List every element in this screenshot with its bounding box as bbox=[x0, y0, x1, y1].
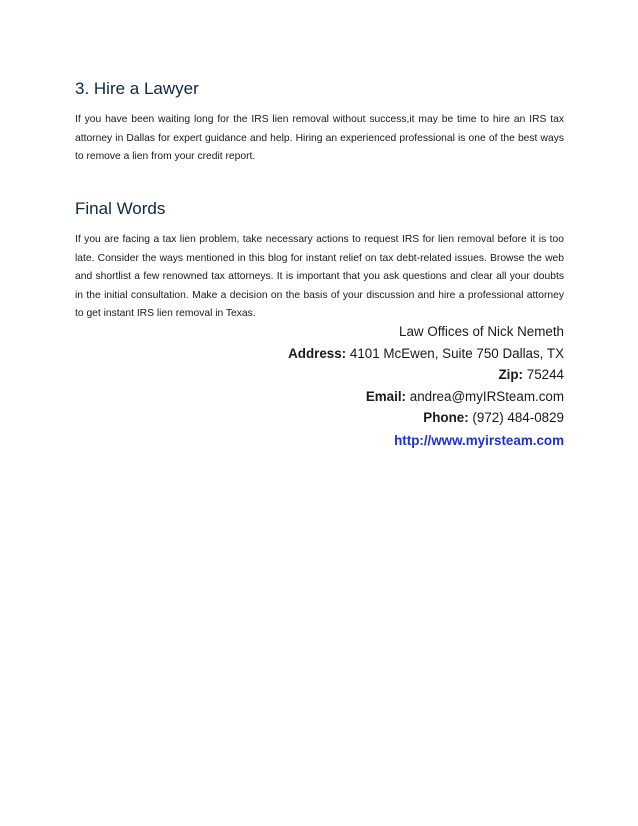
phone-line bbox=[75, 407, 564, 429]
contact-block bbox=[75, 321, 564, 429]
paragraph-final-words: If you are facing a tax lien problem, take necessary actions to request IRS for lien removal before it is too late. Consider the ways mentioned in this blog for instant relief on tax debt-related issues. Browse the web and shortlist a few renowned tax attorneys. It is important that you ask questions and clear all your doubts in the initial consultation. Make a decision on the basis of your discussion and hire a professional attorney to get instant IRS lien removal in Texas. bbox=[75, 234, 564, 319]
website-link[interactable]: http://www.myirsteam.com bbox=[394, 433, 564, 448]
section-heading-hire-lawyer: 3. Hire a Lawyer bbox=[75, 79, 199, 98]
phone-value: (972) 484-0829 bbox=[472, 410, 564, 425]
address-line bbox=[75, 343, 564, 365]
zip-value: 75244 bbox=[526, 367, 564, 382]
zip-line bbox=[75, 364, 564, 386]
email-label: Email: bbox=[365, 388, 407, 404]
address-label: Address: bbox=[288, 345, 347, 361]
phone-label: Phone: bbox=[423, 410, 469, 425]
address-value: 4101 McEwen, Suite 750 Dallas, TX bbox=[349, 345, 564, 361]
email-line bbox=[75, 386, 564, 408]
zip-label: Zip: bbox=[498, 367, 524, 382]
email-value: andrea@myIRSteam.com bbox=[409, 388, 564, 404]
section-heading-final-words: Final Words bbox=[75, 199, 166, 218]
paragraph-hire-lawyer: If you have been waiting long for the IRS lien removal without success,it may be time to hire an IRS tax attorney in Dallas for expert guidance and help. Hiring an experienced professional is one of the best ways to remove a lien from your credit report. bbox=[75, 114, 564, 162]
firm-name: Law Offices of Nick Nemeth bbox=[399, 324, 564, 339]
